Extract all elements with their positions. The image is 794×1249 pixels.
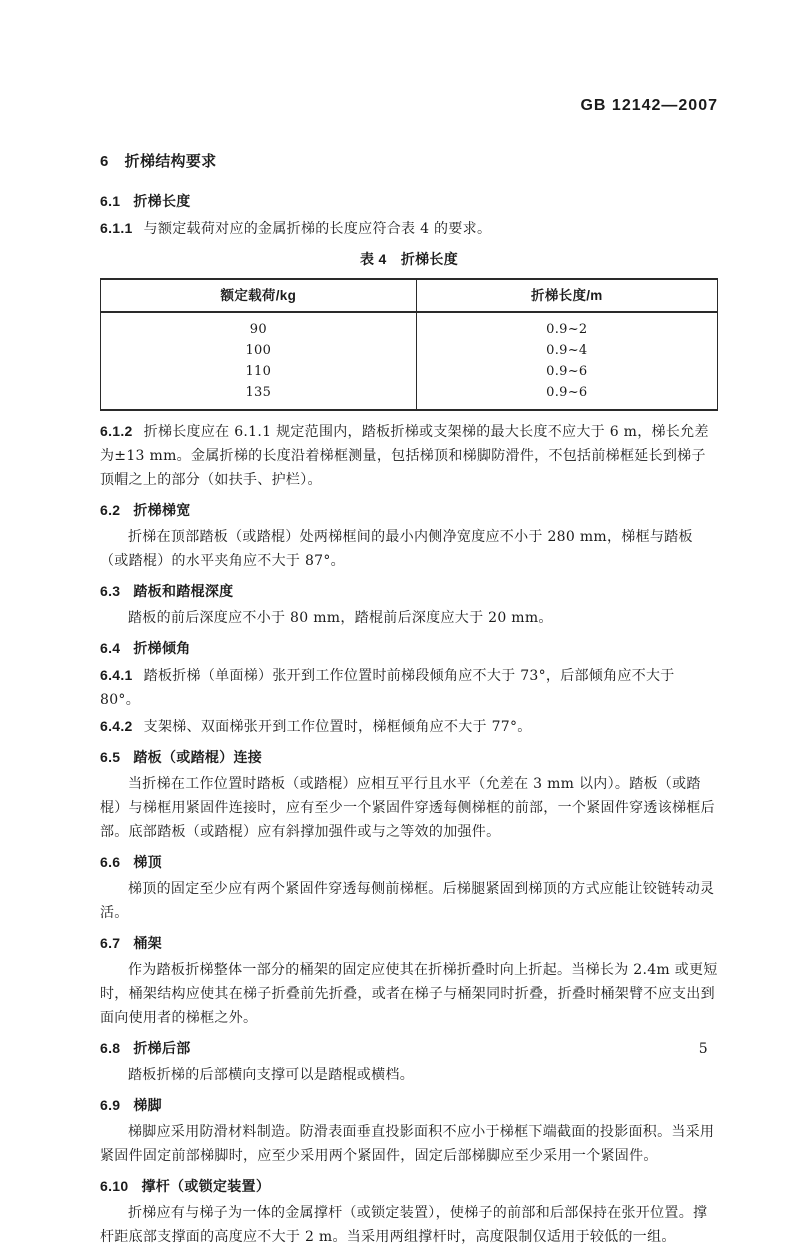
section-title: 折梯倾角 — [133, 640, 191, 656]
clause-number: 6.4.2 — [100, 718, 133, 734]
section-number: 6.10 — [100, 1178, 129, 1194]
section-heading-6 — [100, 150, 718, 174]
clause-number: 6.4.1 — [100, 667, 133, 683]
clause-6-1-1 — [100, 216, 718, 241]
paragraph-6-9: 梯脚应采用防滑材料制造。防滑表面垂直投影面积不应小于梯框下端截面的投影面积。当采用紧固件固定前部梯脚时，应至少采用两个紧固件，固定后部梯脚应至少采用一个紧固件。 — [100, 1124, 715, 1164]
column-header-ladder-length: 折梯长度/m — [416, 279, 717, 312]
section-title: 梯顶 — [133, 854, 162, 870]
table-row — [101, 312, 718, 340]
section-number: 6.5 — [100, 749, 121, 765]
table-cell-load: 100 — [101, 340, 417, 361]
section-heading-6-7 — [100, 931, 718, 955]
section-number: 6.7 — [100, 935, 121, 951]
section-title: 折梯后部 — [133, 1040, 191, 1056]
paragraph-6-7: 作为踏板折梯整体一部分的桶架的固定应使其在折梯折叠时向上折起。当梯长为 2.4m 或更短时，桶架结构应使其在梯子折叠前先折叠，或者在梯子与桶架同时折叠，折叠时桶架臂不应支出到面向使用者的梯框之外。 — [100, 962, 718, 1026]
section-title: 折梯结构要求 — [124, 153, 217, 170]
clause-number: 6.1.1 — [100, 220, 133, 236]
table-cell-load: 135 — [101, 382, 417, 410]
section-heading-6-4 — [100, 636, 718, 660]
table-cell-length: 0.9~4 — [546, 343, 588, 358]
clause-text: 与额定载荷对应的金属折梯的长度应符合表 4 的要求。 — [143, 221, 492, 237]
clause-6-4-2 — [100, 714, 718, 739]
section-number: 6.3 — [100, 583, 121, 599]
table-cell-length: 0.9~6 — [546, 364, 588, 379]
section-number: 6.6 — [100, 854, 121, 870]
table-cell-load: 110 — [101, 361, 417, 382]
section-heading-6-8 — [100, 1036, 718, 1060]
table-row — [101, 340, 718, 361]
section-number: 6.4 — [100, 640, 121, 656]
section-number: 6 — [100, 153, 109, 170]
paragraph-6-2: 折梯在顶部踏板（或踏棍）处两梯框间的最小内侧净宽度应不小于 280 mm，梯框与踏板（或踏棍）的水平夹角应不大于 87°。 — [100, 529, 693, 569]
section-title: 桶架 — [133, 935, 162, 951]
clause-text: 支架梯、双面梯张开到工作位置时，梯框倾角应不大于 77°。 — [143, 719, 532, 735]
paragraph-6-10: 折梯应有与梯子为一体的金属撑杆（或锁定装置），使梯子的前部和后部保持在张开位置。撑杆距底部支撑面的高度应不大于 2 m。当采用两组撑杆时，高度限制仅适用于较低的一组。 — [100, 1205, 708, 1245]
section-heading-6-3 — [100, 579, 718, 603]
clause-6-4-1 — [100, 663, 718, 712]
section-heading-6-9 — [100, 1093, 718, 1117]
section-number: 6.2 — [100, 502, 121, 518]
section-title: 梯脚 — [133, 1097, 162, 1113]
clause-text: 踏板折梯（单面梯）张开到工作位置时前梯段倾角应不大于 73°，后部倾角应不大于 80°。 — [100, 668, 675, 708]
section-title: 折梯长度 — [133, 193, 191, 209]
table-row — [101, 382, 718, 410]
column-header-rated-load: 额定载荷/kg — [101, 279, 417, 312]
section-heading-6-1 — [100, 189, 718, 213]
paragraph-6-6: 梯顶的固定至少应有两个紧固件穿透每侧前梯框。后梯腿紧固到梯顶的方式应能让铰链转动灵活。 — [100, 881, 715, 921]
section-title: 踏板和踏棍深度 — [133, 583, 234, 599]
clause-6-1-2 — [100, 419, 718, 492]
section-number: 6.9 — [100, 1097, 121, 1113]
paragraph-6-8: 踏板折梯的后部横向支撑可以是踏棍或横档。 — [128, 1067, 414, 1083]
table-cell-load: 90 — [101, 312, 417, 340]
section-heading-6-6 — [100, 850, 718, 874]
standard-code-header: GB 12142—2007 — [580, 97, 718, 114]
paragraph-6-5: 当折梯在工作位置时踏板（或踏棍）应相互平行且水平（允差在 3 mm 以内）。踏板（或踏棍）与梯框用紧固件连接时，应有至少一个紧固件穿透每侧梯框的前部，一个紧固件穿透该梯框后部。底部踏板（或踏棍）应有斜撑加强件或与之等效的加强件。 — [100, 776, 715, 840]
table-4 — [100, 278, 718, 411]
clause-text: 折梯长度应在 6.1.1 规定范围内，踏板折梯或支架梯的最大长度不应大于 6 m，梯长允差为±13 mm。金属折梯的长度沿着梯框测量，包括梯顶和梯脚防滑件，不包括前梯框延长到梯子顶帽之上的部分（如扶手、护栏）。 — [100, 424, 709, 488]
section-number: 6.1 — [100, 193, 121, 209]
section-title: 折梯梯宽 — [133, 502, 191, 518]
section-heading-6-10 — [100, 1174, 718, 1198]
section-title: 踏板（或踏棍）连接 — [133, 749, 263, 765]
clause-number: 6.1.2 — [100, 423, 133, 439]
section-heading-6-2 — [100, 498, 718, 522]
section-title: 撑杆（或锁定装置） — [141, 1178, 271, 1194]
table-row — [101, 361, 718, 382]
section-heading-6-5 — [100, 745, 718, 769]
section-number: 6.8 — [100, 1040, 121, 1056]
page-number: 5 — [698, 1041, 708, 1057]
table-cell-length: 0.9~6 — [546, 385, 588, 400]
paragraph-6-3: 踏板的前后深度应不小于 80 mm，踏棍前后深度应大于 20 mm。 — [128, 610, 553, 626]
table-cell-length: 0.9~2 — [546, 322, 588, 337]
table-4-caption: 表 4 折梯长度 — [359, 251, 459, 267]
table-header-row — [101, 279, 718, 312]
